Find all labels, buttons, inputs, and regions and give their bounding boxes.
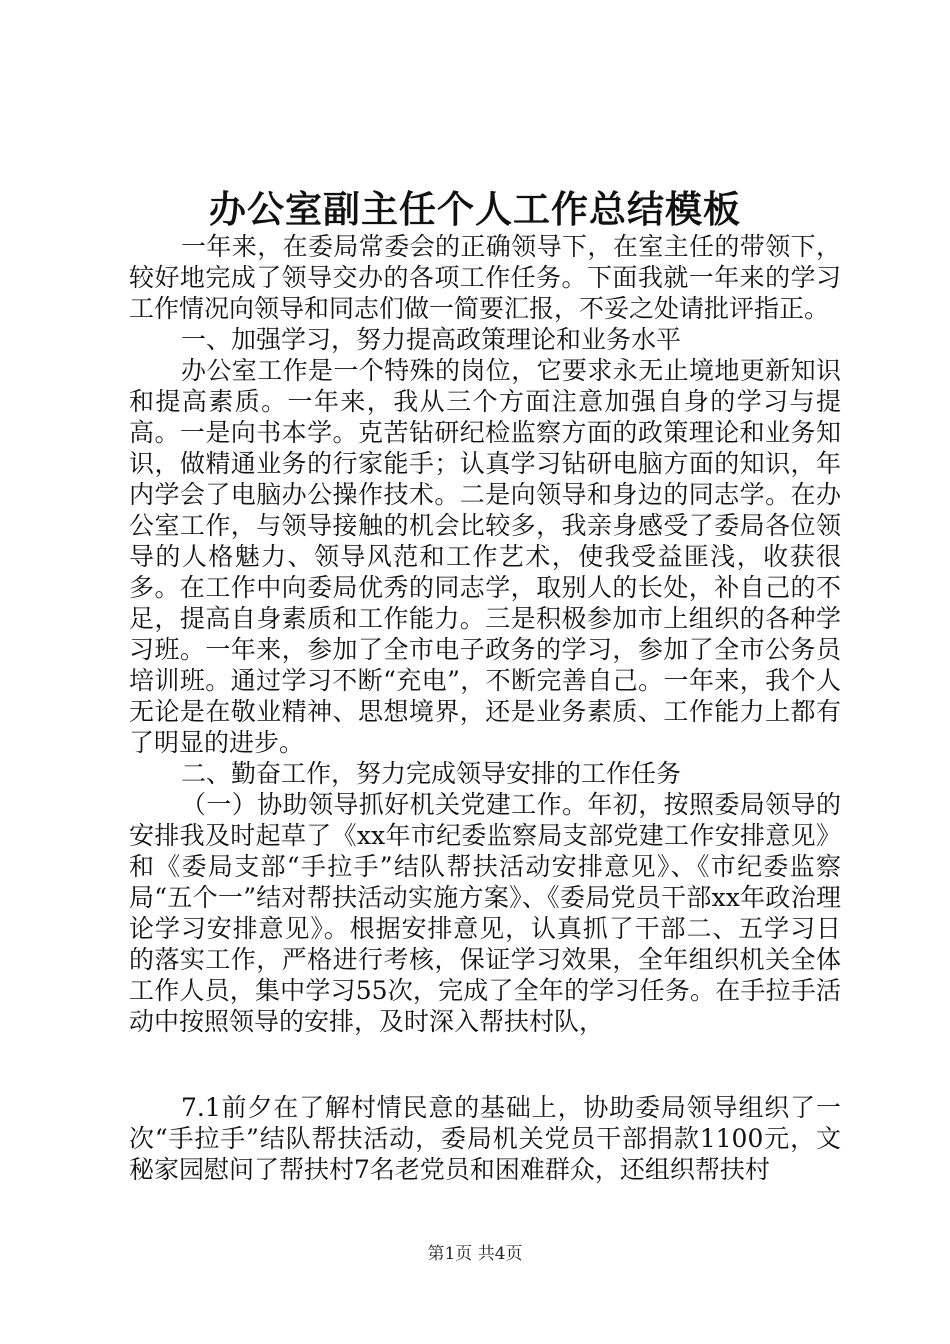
paragraph-continuation: 7.1前夕在了解村情民意的基础上，协助委局领导组织了一次“手拉手”结队帮扶活动，委局机关党员干部捐款1100元，文秘家园慰问了帮扶村7名老党员和困难群众，还组织帮扶村 — [129, 1093, 841, 1184]
section-heading-1: 一、加强学习，努力提高政策理论和业务水平 — [181, 325, 682, 354]
page-number: 第1页 共4页 — [427, 1244, 523, 1264]
paragraph-party-building: （一）协助领导抓好机关党建工作。年初，按照委局领导的安排我及时起草了《xx年市纪委监察局支部党建工作安排意见》和《委局支部“手拉手”结队帮扶活动安排意见》、《市纪委监察局“五个一”结对帮扶活动实施方案》、《委局党员干部xx年政治理论学习安排意见》。根据安排意见，认真抓了干部二、五学习日的落实工作，严格进行考核，保证学习效果，全年组织机关全体工作人员，集中学习55次，完成了全年的学习任务。在手拉手活动中按照领导的安排，及时深入帮扶村队， — [129, 790, 841, 1036]
document-body-continued — [129, 1092, 841, 1185]
document-title: 办公室副主任个人工作总结模板 — [209, 187, 741, 231]
paragraph-intro: 一年来，在委局常委会的正确领导下，在室主任的带领下，较好地完成了领导交办的各项工作任务。下面我就一年来的学习工作情况向领导和同志们做一简要汇报，不妥之处请批评指正。 — [129, 232, 841, 323]
document-body — [129, 231, 841, 1037]
paragraph-study: 办公室工作是一个特殊的岗位，它要求永无止境地更新知识和提高素质。一年来，我从三个方面注意加强自身的学习与提高。一是向书本学。克苦钻研纪检监察方面的政策理论和业务知识，做精通业务的行家能手；认真学习钻研电脑方面的知识，年内学会了电脑办公操作技术。二是向领导和身边的同志学。在办公室工作，与领导接触的机会比较多，我亲身感受了委局各位领导的人格魅力、领导风范和工作艺术，使我受益匪浅，收获很多。在工作中向委局优秀的同志学，取别人的长处，补自己的不足，提高自身素质和工作能力。三是积极参加市上组织的各种学习班。一年来，参加了全市电子政务的学习，参加了全市公务员培训班。通过学习不断“充电”，不断完善自己。一年来，我个人无论是在敬业精神、思想境界，还是业务素质、工作能力上都有了明显的进步。 — [129, 356, 841, 757]
section-heading-2: 二、勤奋工作，努力完成领导安排的工作任务 — [181, 759, 682, 788]
